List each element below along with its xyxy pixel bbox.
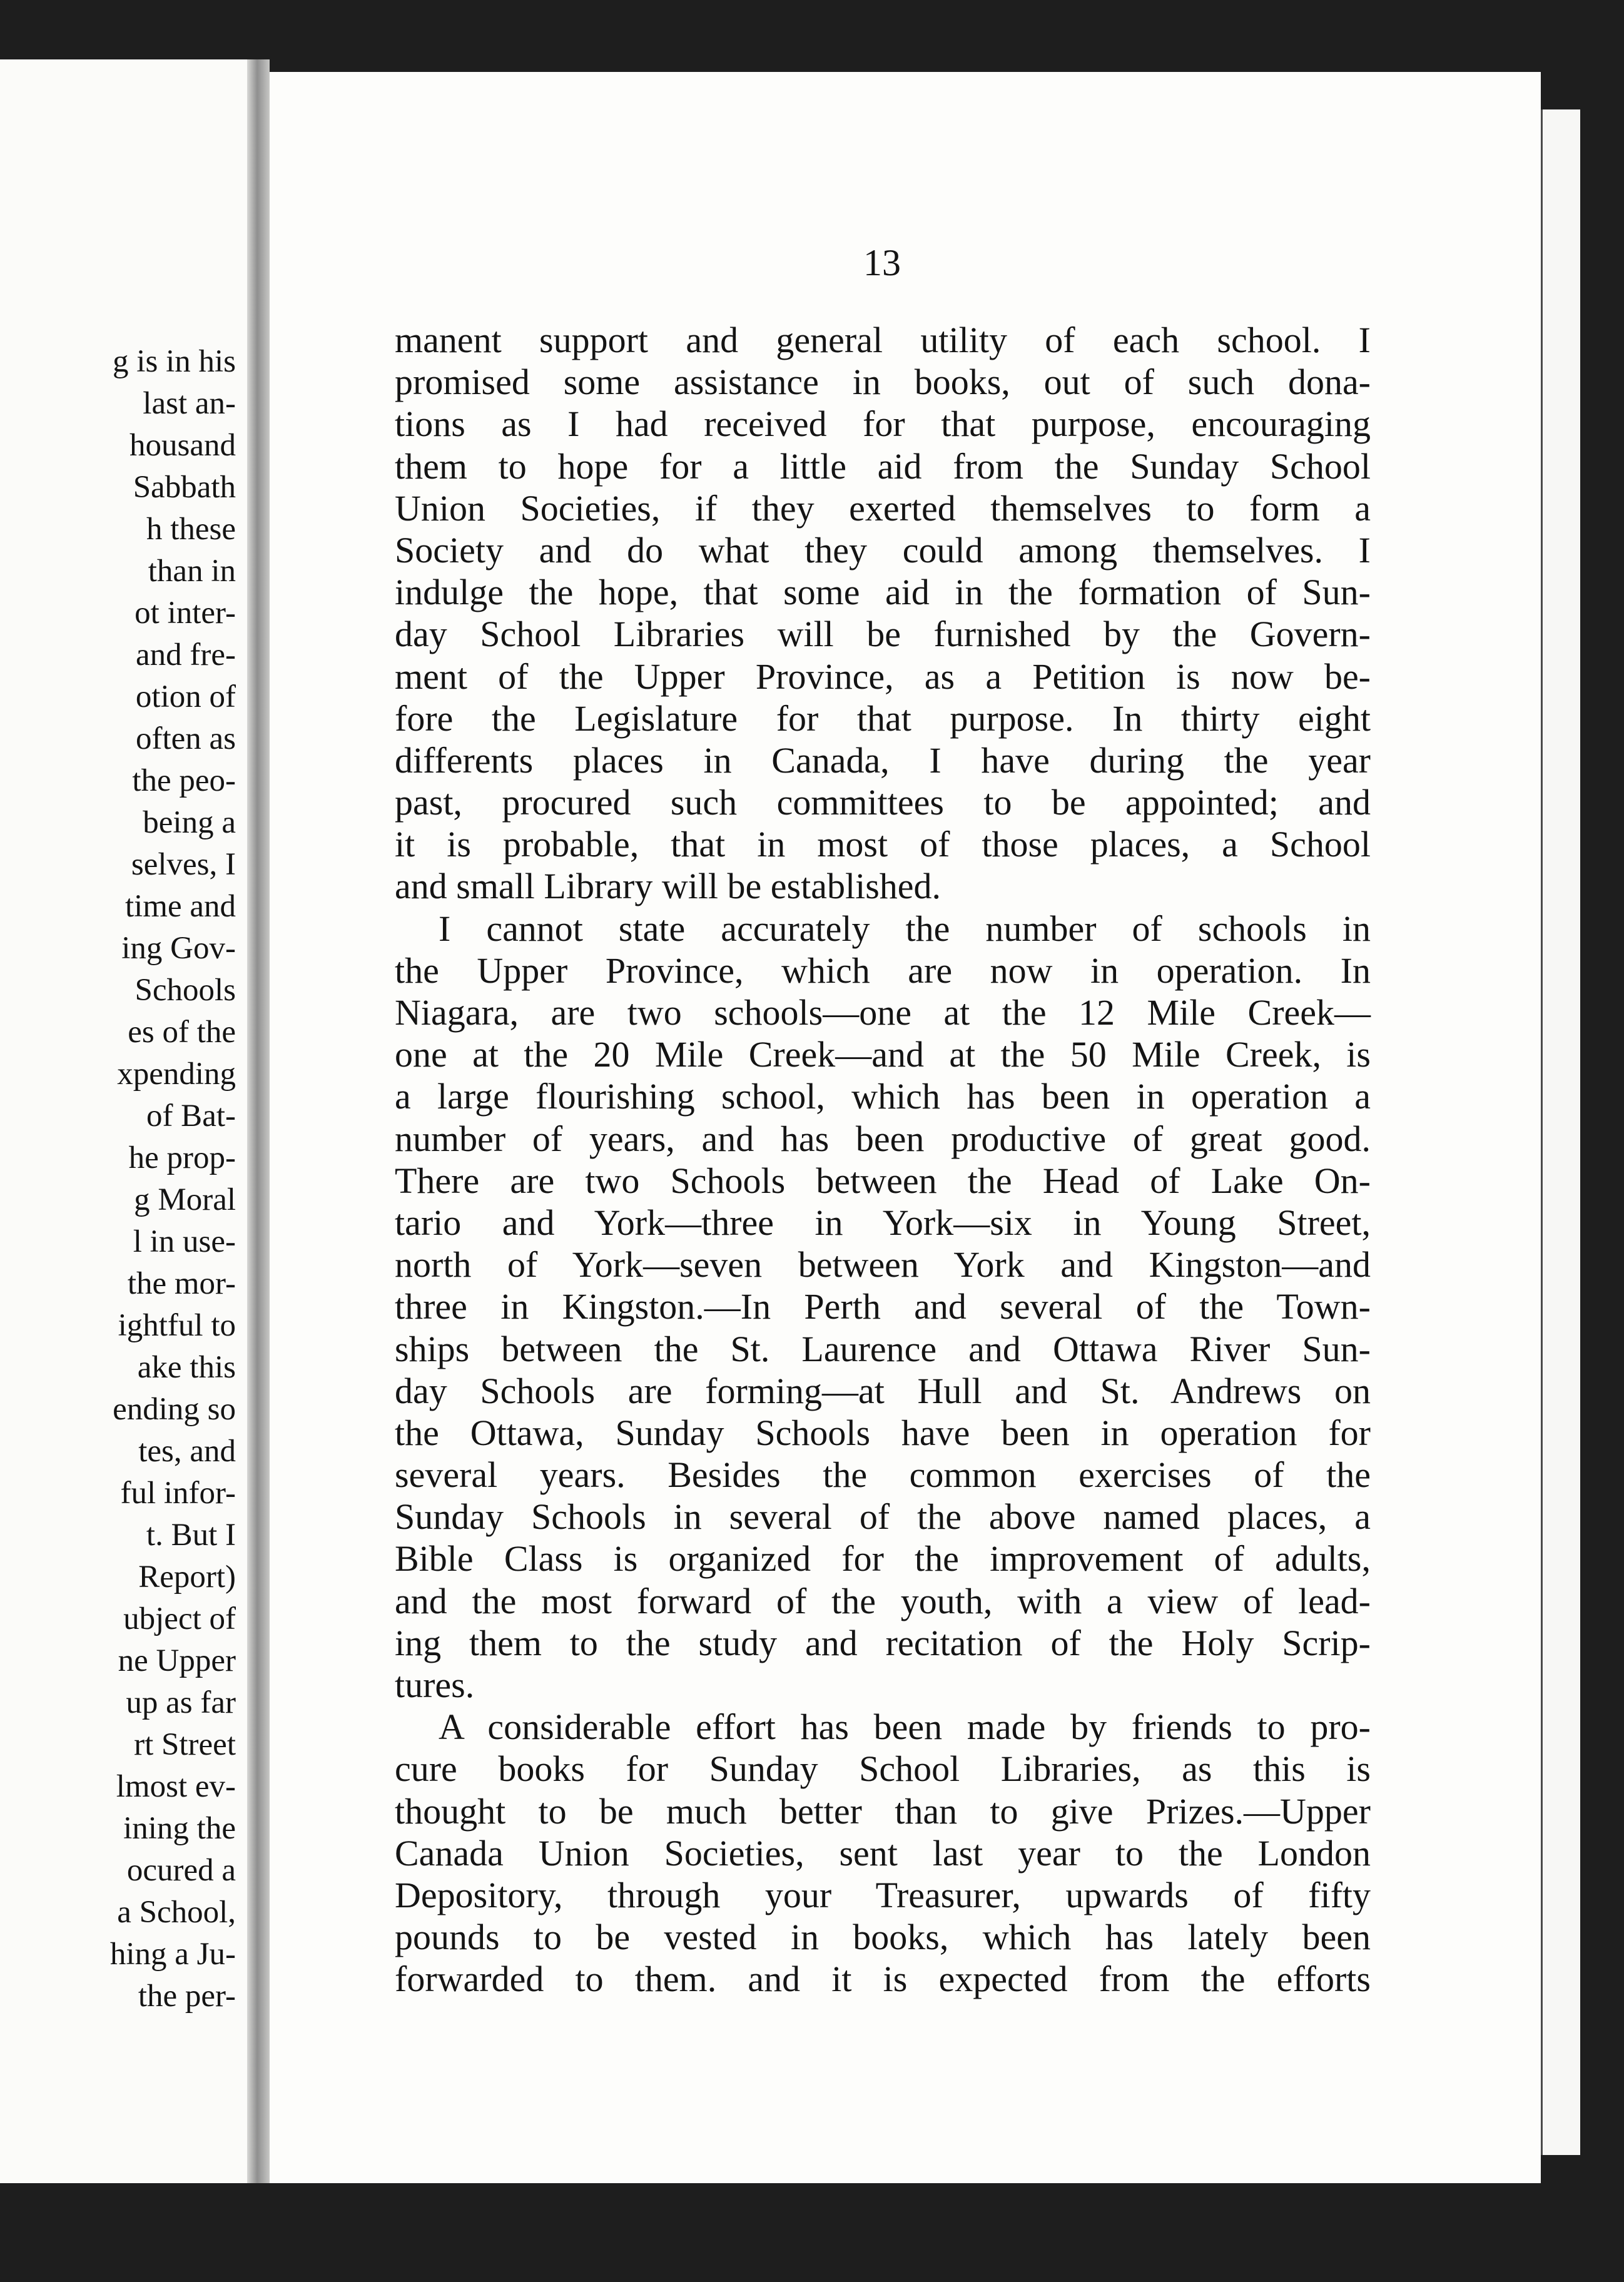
text-line: tures. xyxy=(395,1665,475,1705)
left-page-line: housand xyxy=(129,428,236,463)
left-page-line: ot inter- xyxy=(134,596,236,631)
text-line: ment of the Upper Province, as a Petition is now be- xyxy=(395,656,1371,697)
left-page-line: ful infor- xyxy=(120,1476,236,1511)
text-line: one at the 20 Mile Creek—and at the 50 Mile Creek, is xyxy=(395,1034,1371,1075)
text-line: fore the Legislature for that purpose. In thirty eight xyxy=(395,697,1371,739)
left-page-line: Sabbath xyxy=(133,470,236,505)
text-line: and the most forward of the youth, with a view of lead- xyxy=(395,1580,1371,1621)
text-line: number of years, and has been productive of great good. xyxy=(395,1118,1371,1159)
left-page-line: h these xyxy=(146,512,236,547)
left-page-line: xpending xyxy=(117,1057,236,1092)
text-line: the Upper Province, which are now in operation. In xyxy=(395,950,1371,991)
text-line: them to hope for a little aid from the Sunday School xyxy=(395,445,1371,487)
text-line: it is probable, that in most of those places, a School xyxy=(395,824,1371,865)
left-page-line: a School, xyxy=(117,1895,236,1930)
left-page-line: being a xyxy=(143,805,236,840)
text-line: cure books for Sunday School Libraries, as this is xyxy=(395,1748,1371,1790)
left-page-line: otion of xyxy=(135,679,236,714)
text-line: tario and York—three in York—six in Young Street, xyxy=(395,1202,1371,1243)
left-page-line: ightful to xyxy=(118,1308,236,1343)
left-page-line: t. But I xyxy=(146,1518,236,1553)
left-page-line: time and xyxy=(124,889,236,924)
left-page-line: hing a Ju- xyxy=(109,1937,236,1972)
text-line: pounds to be vested in books, which has lately been xyxy=(395,1917,1371,1958)
left-page-line: Report) xyxy=(138,1559,236,1595)
text-line: Bible Class is organized for the improvement of adults, xyxy=(395,1538,1371,1580)
page-number: 13 xyxy=(863,242,901,283)
text-line: ships between the St. Laurence and Ottawa River Sun- xyxy=(395,1328,1371,1369)
left-page-line: lmost ev- xyxy=(116,1769,236,1804)
left-page-line: last an- xyxy=(143,386,236,421)
text-line: and small Library will be established. xyxy=(395,866,941,907)
text-line: past, procured such committees to be appointed; and xyxy=(395,782,1371,823)
text-line: I cannot state accurately the number of schools in xyxy=(439,908,1371,949)
left-page-line: ubject of xyxy=(123,1601,236,1636)
text-line: three in Kingston.—In Perth and several of the Town- xyxy=(395,1286,1371,1327)
left-page-line: ne Upper xyxy=(118,1643,236,1678)
text-line: thought to be much better than to give Prizes.—Upper xyxy=(395,1790,1371,1832)
text-line: the Ottawa, Sunday Schools have been in operation for xyxy=(395,1412,1371,1453)
text-line: indulge the hope, that some aid in the formation of Sun- xyxy=(395,572,1371,613)
text-line: Union Societies, if they exerted themselves to form a xyxy=(395,487,1371,529)
text-line: manent support and general utility of each school. I xyxy=(395,320,1371,360)
text-line: a large flourishing school, which has been in operation a xyxy=(395,1076,1371,1117)
text-line: Depository, through your Treasurer, upwards of fifty xyxy=(395,1874,1371,1915)
left-page xyxy=(0,59,247,2183)
left-page-line: up as far xyxy=(126,1685,236,1720)
text-line: ing them to the study and recitation of the Holy Scrip- xyxy=(395,1622,1371,1663)
text-line: day School Libraries will be furnished by the Govern- xyxy=(395,614,1371,655)
left-page-line: Schools xyxy=(134,973,236,1008)
left-page-line: of Bat- xyxy=(146,1098,236,1133)
text-line: A considerable effort has been made by friends to pro- xyxy=(439,1706,1371,1748)
left-page-line: than in xyxy=(148,554,236,589)
left-page-line: ending so xyxy=(113,1392,236,1427)
text-line: Niagara, are two schools—one at the 12 Mile Creek— xyxy=(395,992,1371,1033)
left-page-line: rt Street xyxy=(134,1727,236,1762)
left-page-line: the per- xyxy=(138,1979,236,2014)
book-gutter xyxy=(247,59,270,2183)
page-edge xyxy=(1541,109,1580,2155)
text-line: Sunday Schools in several of the above named places, a xyxy=(395,1496,1371,1538)
left-page-line: selves, I xyxy=(131,847,236,882)
text-line: forwarded to them. and it is expected from the efforts xyxy=(395,1959,1371,2000)
paragraph-2 xyxy=(395,908,1371,1706)
left-page-line: g is in his xyxy=(113,344,236,379)
text-line: There are two Schools between the Head of Lake On- xyxy=(395,1160,1371,1201)
text-line: tions as I had received for that purpose, encouraging xyxy=(395,403,1371,445)
body-text xyxy=(395,319,1371,2001)
paragraph-3 xyxy=(395,1706,1371,2000)
left-page-line: and fre- xyxy=(136,637,236,672)
text-line: differents places in Canada, I have during the year xyxy=(395,739,1371,781)
text-line: Canada Union Societies, sent last year to the London xyxy=(395,1832,1371,1874)
left-page-line: es of the xyxy=(128,1015,236,1050)
left-page-line: ake this xyxy=(137,1350,236,1385)
text-line: day Schools are forming—at Hull and St. Andrews on xyxy=(395,1370,1371,1411)
text-line: north of York—seven between York and Kingston—and xyxy=(395,1244,1371,1286)
paragraph-1 xyxy=(395,319,1371,908)
left-page-line: often as xyxy=(135,721,236,756)
text-line: Society and do what they could among themselves. I xyxy=(395,529,1371,570)
left-page-line: the peo- xyxy=(132,763,236,798)
left-page-line: l in use- xyxy=(133,1224,236,1259)
left-page-line: g Moral xyxy=(134,1182,236,1217)
left-page-line: tes, and xyxy=(138,1434,236,1469)
left-page-line: ining the xyxy=(123,1811,236,1846)
text-line: promised some assistance in books, out of such dona- xyxy=(395,362,1371,403)
left-page-line: the mor- xyxy=(127,1266,236,1301)
left-page-line: ing Gov- xyxy=(121,931,236,966)
left-page-line: ocured a xyxy=(126,1853,236,1888)
text-line: several years. Besides the common exercises of the xyxy=(395,1454,1371,1496)
left-page-line: he prop- xyxy=(128,1140,236,1175)
